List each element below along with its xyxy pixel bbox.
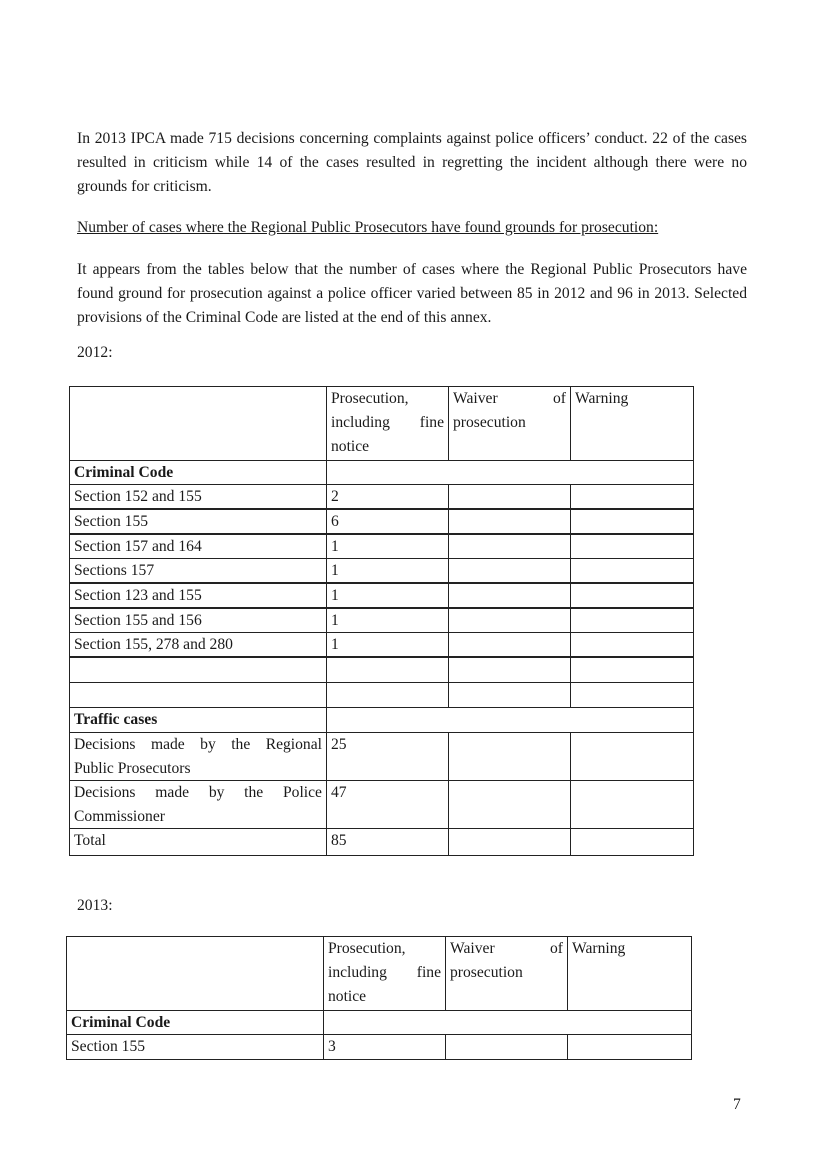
row-label-line2: Public Prosecutors bbox=[74, 760, 191, 777]
header-waiver-line1: Waiver of bbox=[450, 940, 563, 957]
header-prosecution bbox=[323, 936, 446, 1011]
row-prosecution: 6 bbox=[326, 509, 449, 534]
row-waiver bbox=[448, 484, 571, 509]
header-prosecution-line2: including fine bbox=[331, 414, 444, 431]
row-warning bbox=[570, 583, 694, 608]
header-warning: Warning bbox=[570, 386, 694, 461]
row-waiver bbox=[448, 583, 571, 608]
header-waiver-line2: prosecution bbox=[450, 964, 523, 981]
total-warning bbox=[570, 828, 694, 856]
empty-row-cell bbox=[326, 682, 449, 708]
row-label: Section 123 and 155 bbox=[69, 583, 327, 608]
row-prosecution: 1 bbox=[326, 608, 449, 633]
row-prosecution: 47 bbox=[326, 780, 449, 829]
row-prosecution: 1 bbox=[326, 632, 449, 657]
row-warning bbox=[570, 534, 694, 559]
empty-row-cell bbox=[570, 657, 694, 683]
row-label: Section 155, 278 and 280 bbox=[69, 632, 327, 657]
header-waiver bbox=[445, 936, 568, 1011]
total-label: Total bbox=[69, 828, 327, 856]
page-number: 7 bbox=[733, 1096, 741, 1113]
header-waiver-line1: Waiver of bbox=[453, 390, 566, 407]
header-prosecution bbox=[326, 386, 449, 461]
empty-row-cell bbox=[570, 682, 694, 708]
row-prosecution: 2 bbox=[326, 484, 449, 509]
row-label: Section 155 and 156 bbox=[69, 608, 327, 633]
row-waiver bbox=[448, 558, 571, 583]
year-label-2012: 2012: bbox=[77, 344, 113, 361]
header-prosecution-line3: notice bbox=[331, 438, 370, 455]
row-label bbox=[69, 780, 327, 829]
row-waiver bbox=[448, 608, 571, 633]
header-waiver bbox=[448, 386, 571, 461]
row-warning bbox=[570, 509, 694, 534]
group-traffic-cases: Traffic cases bbox=[69, 707, 327, 733]
row-waiver bbox=[448, 534, 571, 559]
empty-row-cell bbox=[69, 657, 327, 683]
explanation-paragraph: It appears from the tables below that the number of cases where the Regional Public Prosecutors have found ground for prosecution against a police officer varied between 85 in 2012 and 96 in 2013. Selected provisions of the Criminal Code are listed at the end of this annex. bbox=[77, 261, 747, 326]
row-label: Sections 157 bbox=[69, 558, 327, 583]
row-label: Section 155 bbox=[69, 509, 327, 534]
row-waiver bbox=[448, 632, 571, 657]
row-warning bbox=[570, 632, 694, 657]
header-empty-cell bbox=[69, 386, 327, 461]
row-warning bbox=[570, 484, 694, 509]
row-warning bbox=[570, 780, 694, 829]
row-prosecution: 1 bbox=[326, 583, 449, 608]
row-warning bbox=[570, 558, 694, 583]
row-warning bbox=[570, 732, 694, 781]
row-prosecution: 1 bbox=[326, 534, 449, 559]
row-label-line1: Decisions made by the Police bbox=[74, 784, 322, 801]
group-traffic-cases-blank bbox=[326, 707, 694, 733]
header-warning: Warning bbox=[567, 936, 692, 1011]
total-prosecution: 85 bbox=[326, 828, 449, 856]
row-label: Section 155 bbox=[66, 1034, 324, 1060]
empty-row-cell bbox=[448, 657, 571, 683]
group-criminal-code: Criminal Code bbox=[66, 1010, 324, 1035]
row-label-line2: Commissioner bbox=[74, 808, 165, 825]
row-warning bbox=[567, 1034, 692, 1060]
header-empty-cell bbox=[66, 936, 324, 1011]
row-waiver bbox=[448, 780, 571, 829]
group-criminal-code-blank bbox=[323, 1010, 692, 1035]
header-waiver-line2: prosecution bbox=[453, 414, 526, 431]
row-prosecution: 25 bbox=[326, 732, 449, 781]
total-waiver bbox=[448, 828, 571, 856]
row-label: Section 157 and 164 bbox=[69, 534, 327, 559]
row-waiver bbox=[448, 509, 571, 534]
header-prosecution-line2: including fine bbox=[328, 964, 441, 981]
row-prosecution: 1 bbox=[326, 558, 449, 583]
row-label: Section 152 and 155 bbox=[69, 484, 327, 509]
intro-paragraph: In 2013 IPCA made 715 decisions concerning complaints against police officers’ conduct. 22 of the cases resulted in criticism while 14 of the cases resulted in regretting the incident although there were no grounds for criticism. bbox=[77, 130, 747, 195]
empty-row-cell bbox=[326, 657, 449, 683]
row-label bbox=[69, 732, 327, 781]
section-heading: Number of cases where the Regional Public Prosecutors have found grounds for prosecution: bbox=[77, 219, 659, 236]
empty-row-cell bbox=[69, 682, 327, 708]
empty-row-cell bbox=[448, 682, 571, 708]
header-prosecution-line1: Prosecution, bbox=[328, 940, 406, 957]
row-waiver bbox=[448, 732, 571, 781]
row-prosecution: 3 bbox=[323, 1034, 446, 1060]
group-criminal-code: Criminal Code bbox=[69, 460, 327, 485]
header-prosecution-line1: Prosecution, bbox=[331, 390, 409, 407]
group-criminal-code-blank bbox=[326, 460, 694, 485]
row-waiver bbox=[445, 1034, 568, 1060]
row-warning bbox=[570, 608, 694, 633]
row-label-line1: Decisions made by the Regional bbox=[74, 736, 322, 753]
year-label-2013: 2013: bbox=[77, 897, 113, 914]
header-prosecution-line3: notice bbox=[328, 988, 367, 1005]
